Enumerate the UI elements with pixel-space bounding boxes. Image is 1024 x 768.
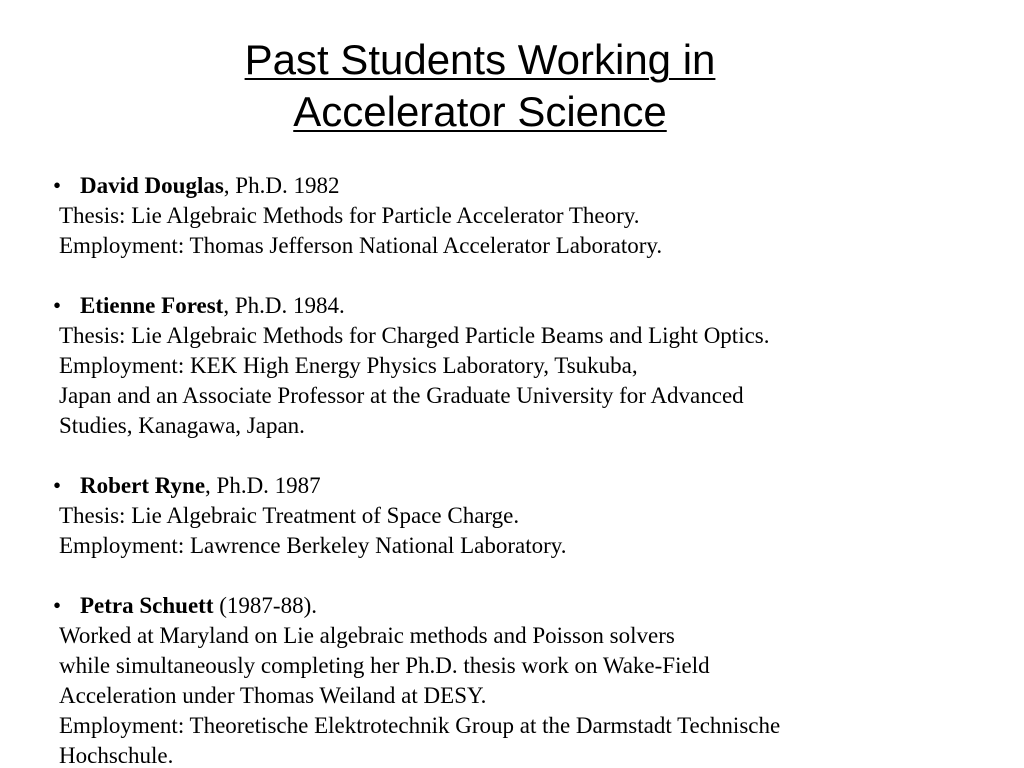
student-name: Etienne Forest (80, 293, 224, 318)
student-degree: , Ph.D. 1984. (223, 293, 345, 318)
student-detail-line: Japan and an Associate Professor at the Graduate University for Advanced (59, 383, 744, 408)
student-detail-line: Acceleration under Thomas Weiland at DESY. (59, 683, 487, 708)
student-degree: , Ph.D. 1982 (223, 173, 340, 198)
student-name: David Douglas (80, 173, 224, 198)
student-list (0, 171, 1010, 768)
student-entry-douglas (0, 171, 1010, 261)
slide-title (0, 34, 960, 138)
slide-title-line-1: Past Students Working in (244, 36, 716, 83)
student-name: Petra Schuett (80, 593, 214, 618)
bullet-icon: • (53, 173, 62, 198)
student-detail-line: Employment: Theoretische Elektrotechnik Group at the Darmstadt Technische (59, 713, 781, 738)
student-heading (0, 471, 1010, 501)
slide-title-line-2: Accelerator Science (293, 88, 667, 135)
student-heading (0, 291, 1010, 321)
student-detail-line: Thesis: Lie Algebraic Methods for Particle Accelerator Theory. (59, 203, 640, 228)
student-entry-schuett (0, 591, 1010, 768)
student-detail-line: Thesis: Lie Algebraic Treatment of Space Charge. (59, 503, 520, 528)
student-detail-line: Worked at Maryland on Lie algebraic methods and Poisson solvers (59, 623, 675, 648)
bullet-icon: • (53, 473, 62, 498)
student-name: Robert Ryne (80, 473, 206, 498)
student-detail-line: Employment: Lawrence Berkeley National Laboratory. (59, 533, 567, 558)
student-detail-line: while simultaneously completing her Ph.D. thesis work on Wake-Field (59, 653, 710, 678)
student-entry-forest (0, 291, 1010, 441)
student-detail-line: Employment: Thomas Jefferson National Accelerator Laboratory. (59, 233, 663, 258)
student-detail-line: Hochschule. (59, 743, 174, 768)
student-detail-line: Thesis: Lie Algebraic Methods for Charged Particle Beams and Light Optics. (59, 323, 770, 348)
student-detail-line: Employment: KEK High Energy Physics Laboratory, Tsukuba, (59, 353, 638, 378)
student-entry-ryne (0, 471, 1010, 561)
student-heading (0, 591, 1010, 621)
student-detail-line: Studies, Kanagawa, Japan. (59, 413, 305, 438)
student-degree: , Ph.D. 1987 (205, 473, 321, 498)
bullet-icon: • (53, 593, 62, 618)
student-heading (0, 171, 1010, 201)
student-degree: (1987-88). (213, 593, 317, 618)
bullet-icon: • (53, 293, 62, 318)
